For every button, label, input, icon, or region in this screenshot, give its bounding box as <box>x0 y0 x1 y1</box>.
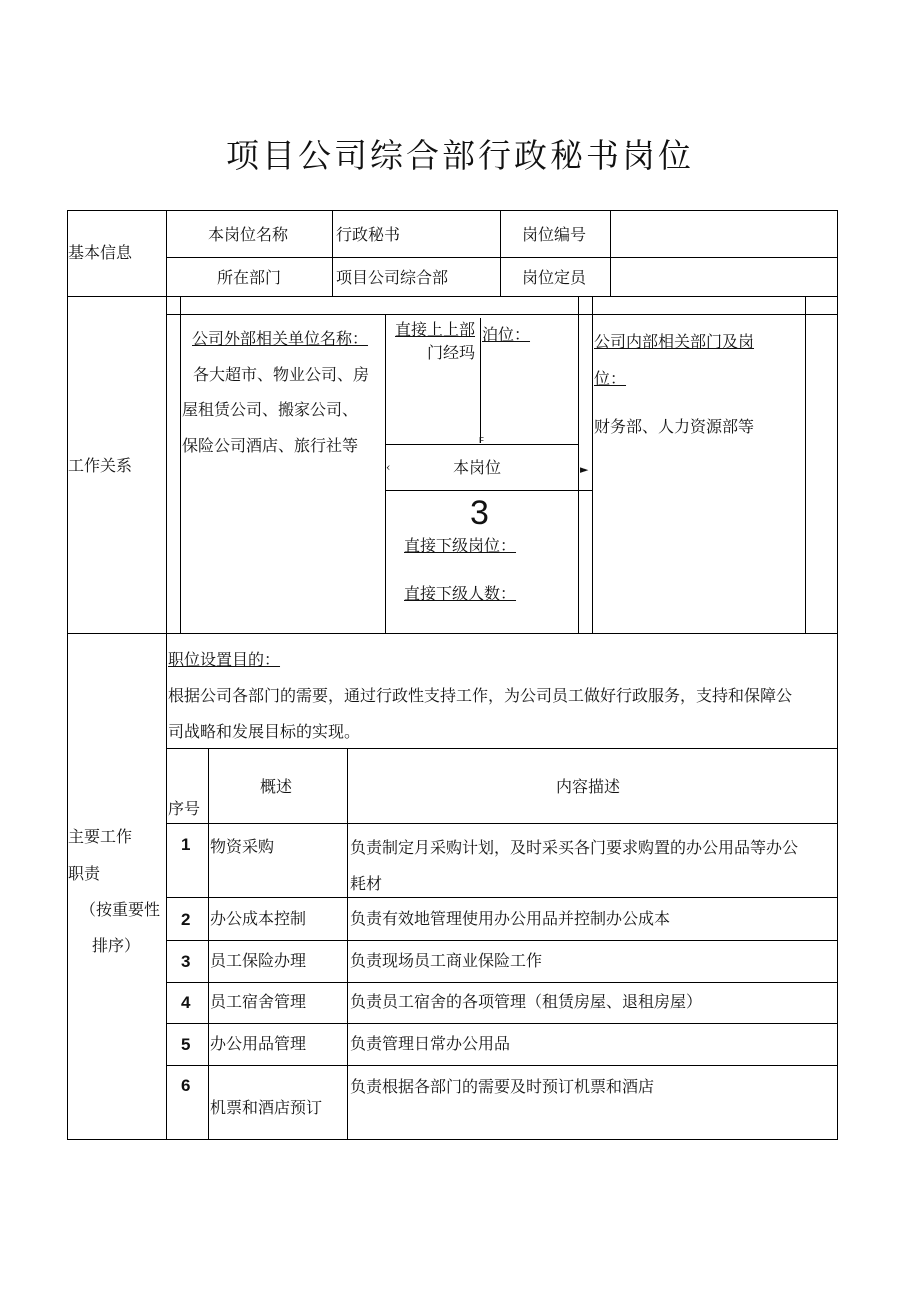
header-summary: 概述 <box>260 777 293 796</box>
superior-title: 直接上上部 <box>395 320 476 339</box>
purpose-title: 职位设置目的： <box>168 650 281 669</box>
subordinate-count-value: 3 <box>470 494 489 532</box>
row-summary: 办公成本控制 <box>210 909 307 928</box>
department-label: 所在部门 <box>217 268 282 287</box>
row-desc: 负责现场员工商业保险工作 <box>350 951 543 970</box>
external-units-line: 保险公司酒店、旅行社等 <box>182 436 359 455</box>
row-seq: 1 <box>181 835 191 854</box>
internal-departments-title-line2: 位： <box>594 369 627 388</box>
row-desc: 负责根据各部门的需要及时预订机票和酒店 <box>350 1077 655 1096</box>
left-arrow-icon: ‹ <box>386 461 391 474</box>
superior-position: 泊位： <box>482 325 531 344</box>
row-summary: 物资采购 <box>210 837 275 856</box>
this-position: 本岗位 <box>453 458 502 477</box>
row-desc: 负责员工宿舍的各项管理（租赁房屋、退租房屋） <box>350 992 703 1011</box>
row-seq: 2 <box>181 910 191 929</box>
purpose-text: 司战略和发展目标的实现。 <box>168 722 361 741</box>
header-seq: 序号 <box>168 799 201 818</box>
row-seq: 3 <box>181 952 191 971</box>
external-units-title: 公司外部相关单位名称： <box>192 329 369 348</box>
purpose-text: 根据公司各部门的需要，通过行政性支持工作，为公司员工做好行政服务，支持和保障公 <box>168 686 793 705</box>
page-title: 项目公司综合部行政秘书岗位 <box>226 136 694 175</box>
row-summary: 员工保险办理 <box>210 951 307 970</box>
row-seq: 4 <box>181 993 191 1012</box>
row-desc: 耗材 <box>350 874 383 893</box>
duties-label: 职责 <box>68 864 101 883</box>
row-desc: 负责有效地管理使用办公用品并控制办公成本 <box>350 909 671 928</box>
basic-info-label: 基本信息 <box>68 243 133 262</box>
headcount-label: 岗位定员 <box>522 268 587 287</box>
row-summary: 机票和酒店预订 <box>210 1098 323 1117</box>
row-desc: 负责管理日常办公用品 <box>350 1034 511 1053</box>
right-arrow-icon: ► <box>580 463 589 476</box>
duties-label: （按重要性 <box>80 900 161 919</box>
subordinate-count-label: 直接下级人数： <box>404 584 517 603</box>
position-name-label: 本岗位名称 <box>208 225 289 244</box>
duties-label: 主要工作 <box>68 827 133 846</box>
external-units-line: 屋租赁公司、搬家公司、 <box>182 400 359 419</box>
duties-label: 排序） <box>92 936 141 955</box>
internal-departments-title: 公司内部相关部门及岗 <box>594 332 755 351</box>
row-summary: 员工宿舍管理 <box>210 992 307 1011</box>
department-value: 项目公司综合部 <box>336 268 449 287</box>
row-desc: 负责制定月采购计划，及时采买各门要求购置的办公用品等办公 <box>350 838 799 857</box>
position-code-label: 岗位编号 <box>522 225 587 244</box>
subordinate-position-label: 直接下级岗位： <box>404 536 517 555</box>
row-seq: 5 <box>181 1035 191 1054</box>
small-mark: F <box>479 436 484 445</box>
row-seq: 6 <box>181 1076 191 1095</box>
row-summary: 办公用品管理 <box>210 1034 307 1053</box>
internal-departments-value: 财务部、人力资源部等 <box>594 417 755 436</box>
superior-title-line2: 门经玛 <box>427 343 476 362</box>
header-desc: 内容描述 <box>556 777 621 796</box>
work-relations-label: 工作关系 <box>68 456 133 475</box>
position-name-value: 行政秘书 <box>336 225 401 244</box>
external-units-line: 各大超市、物业公司、房 <box>193 365 370 384</box>
